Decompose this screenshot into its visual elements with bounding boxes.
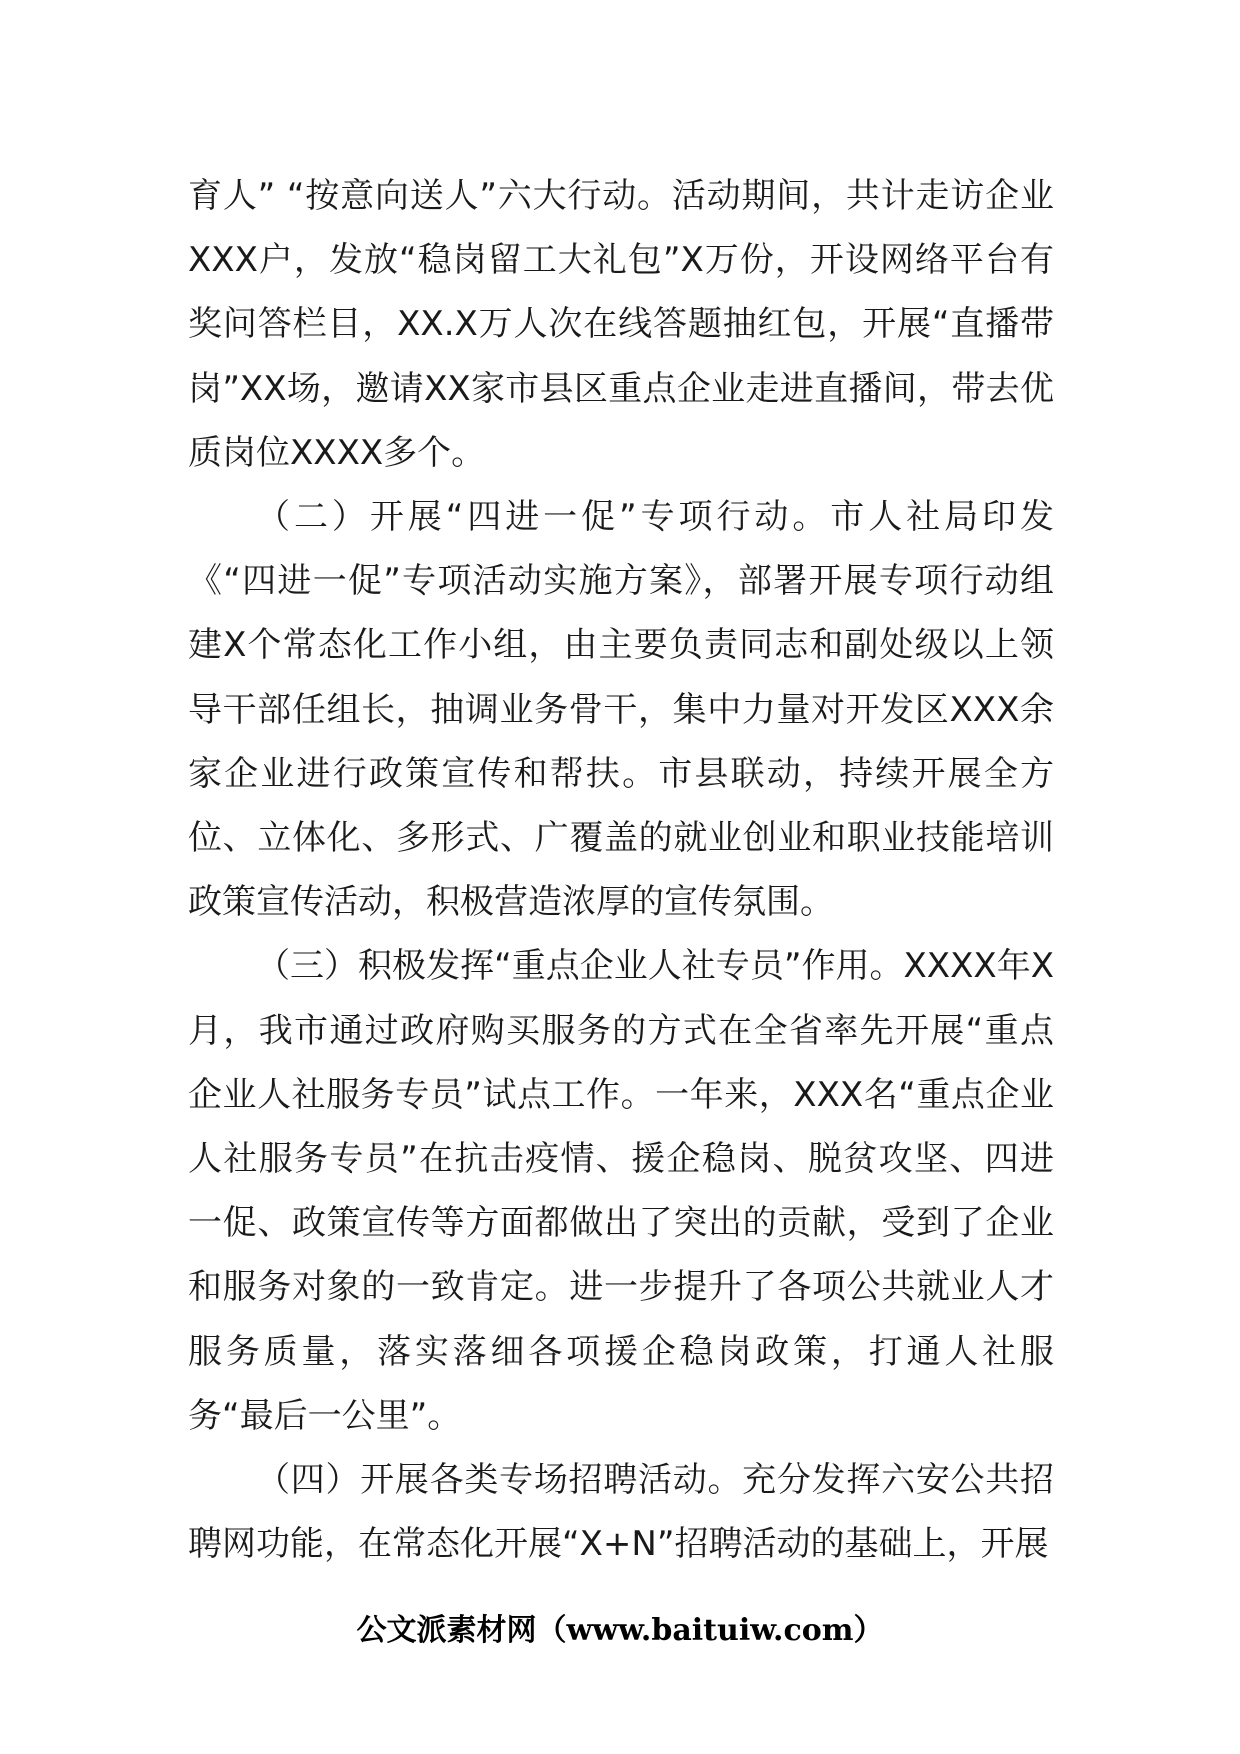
footer-watermark: 公文派素材网（www.baituiw.com） [356,1613,884,1648]
paragraph-section-2: （二）开展“四进一促”专项行动。市人社局印发《“四进一促”专项活动实施方案》，部署开展专项行动组建X个常态化工作小组，由主要负责同志和副处级以上领导干部任组长，抽调业务骨干，集中力量对开发区XXX余家企业进行政策宣传和帮扶。市县联动，持续开展全方位、立体化、多形式、广覆盖的就业创业和职业技能培训政策宣传活动，积极营造浓厚的宣传氛围。 [188,497,1054,923]
document-body [188,164,1054,1576]
paragraph-section-4: （四）开展各类专场招聘活动。充分发挥六安公共招聘网功能，在常态化开展“X+N”招聘活动的基础上，开展 [188,1460,1054,1565]
paragraph-continuation: 育人” “按意向送人”六大行动。活动期间，共计走访企业XXX户，发放“稳岗留工大礼包”X万份，开设网络平台有奖问答栏目，XX.X万人次在线答题抽红包，开展“直播带岗”XX场，邀请XX家市县区重点企业走进直播间，带去优质岗位XXXX多个。 [188,176,1054,473]
paragraph-section-3: （三）积极发挥“重点企业人社专员”作用。XXXX年X月，我市通过政府购买服务的方式在全省率先开展“重点企业人社服务专员”试点工作。一年来，XXX名“重点企业人社服务专员”在抗击疫情、援企稳岗、脱贫攻坚、四进一促、政策宣传等方面都做出了突出的贡献，受到了企业和服务对象的一致肯定。进一步提升了各项公共就业人才服务质量，落实落细各项援企稳岗政策，打通人社服务“最后一公里”。 [188,946,1054,1436]
